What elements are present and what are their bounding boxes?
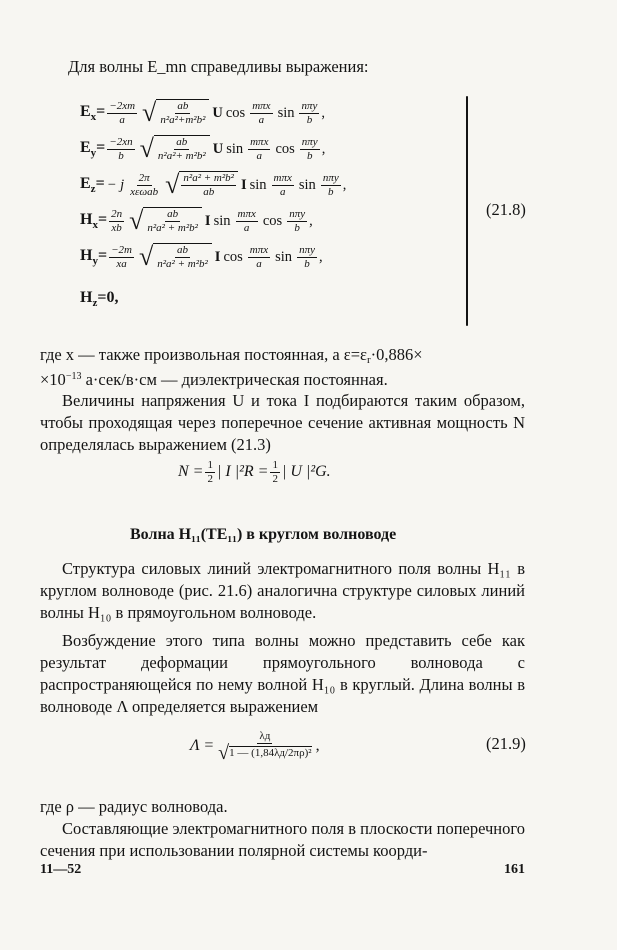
lambda-equation: Λ = λд √ 1 — (1,84λд/2πρ)² , <box>190 730 320 764</box>
where-radius: где ρ — радиус волновода. <box>40 797 228 816</box>
paragraph-excitation: Возбуждение этого типа волны можно представить себе как результат деформации прямоугольного волновода с распространяющейся по нему волной H₁₀ в круглый. Длина волны в волноводе Λ определяется выражением <box>40 631 525 716</box>
eq-lhs: E <box>80 102 91 120</box>
footer-signature: 11—52 <box>40 862 82 877</box>
equation-ez: $E_z=$ − j $\frac{2\pi}{\text{xεωab}}$ √ $\frac{\text{n²a² + m²b²}}{ab}$ I sin $\frac{\text{mπx}}{a}$ sin $\frac{\text{nπy}}{b}$ , <box>80 170 347 199</box>
equation-number-21-8: (21.8) <box>486 200 526 219</box>
paragraph-structure: Структура силовых линий электромагнитного поля волны H₁₁ в круглом волноводе (рис. 21.6) аналогична структуре силовых линий волны H₁₀ в прямоугольном волноводе. <box>40 559 525 622</box>
function: sin <box>277 104 295 121</box>
power-equation: N = $\frac{1}{2}$ | I |²R = $\frac{1}{2}$ | U |²G. <box>178 458 331 485</box>
equation-ey: $E_y=$ $\frac{-2xn}{b}$ √ $\frac{ab}{\text{n²a²+ m²b²}}$ U sin $\frac{\text{mπx}}{a}$ cos $\frac{\text{nπy}}{b}$ , <box>80 134 326 163</box>
equation-ex: $E_x=$ $\frac{-2xm}{a}$ √ $\frac{ab}{\text{n²a²+m²b²}}$ U cos $\frac{\text{mπx}}{a}$ sin $\frac{\text{nπy}}{b}$ , <box>80 98 326 127</box>
intro-text: Для волны E_mn справедливы выражения: <box>68 57 369 76</box>
coef-fraction: $\frac{-2xm}{a}$ <box>109 99 136 126</box>
amplitude: U <box>212 104 223 121</box>
section-heading: Волна H₁₁(TE₁₁) в круглом волноводе <box>130 526 397 543</box>
system-brace <box>466 96 468 326</box>
where-line-1: где x — также произвольная постоянная, а $\varepsilon=\varepsilon_r\cdot 0,886\times$ <box>40 345 423 366</box>
eq-lhs-sub: x <box>90 111 97 124</box>
equation-hx: $H_x=$ $\frac{2n}{xb}$ √ $\frac{ab}{\text{n²a² + m²b²}}$ I sin $\frac{\text{mπx}}{a}$ cos $\frac{\text{nπy}}{b}$ , <box>80 206 313 235</box>
function: cos <box>225 104 246 121</box>
radical: √ $\frac{ab}{\text{n²a²+m²b²}}$ <box>142 99 209 127</box>
equation-hy: $H_y=$ $\frac{-2m}{xa}$ √ $\frac{ab}{\text{n²a² + m²b²}}$ I cos $\frac{\text{mπx}}{a}$ sin $\frac{\text{nπy}}{b}$ , <box>80 242 323 271</box>
paragraph-components: Составляющие электромагнитного поля в плоскости поперечного сечения при использовании полярной системы коорди- <box>40 819 525 860</box>
equation-hz: $H_z=0$, <box>80 288 119 310</box>
equation-number-21-9: (21.9) <box>486 734 526 753</box>
page-number: 161 <box>504 862 525 877</box>
where-line-2: $\times 10^{-13}$ а·сек/в·см — диэлектрическая постоянная. <box>40 370 388 389</box>
paragraph-power: Величины напряжения U и тока I подбираются таким образом, чтобы проходящая через поперечное сечение активная мощность N определялась выражением (21.3) <box>40 391 525 454</box>
